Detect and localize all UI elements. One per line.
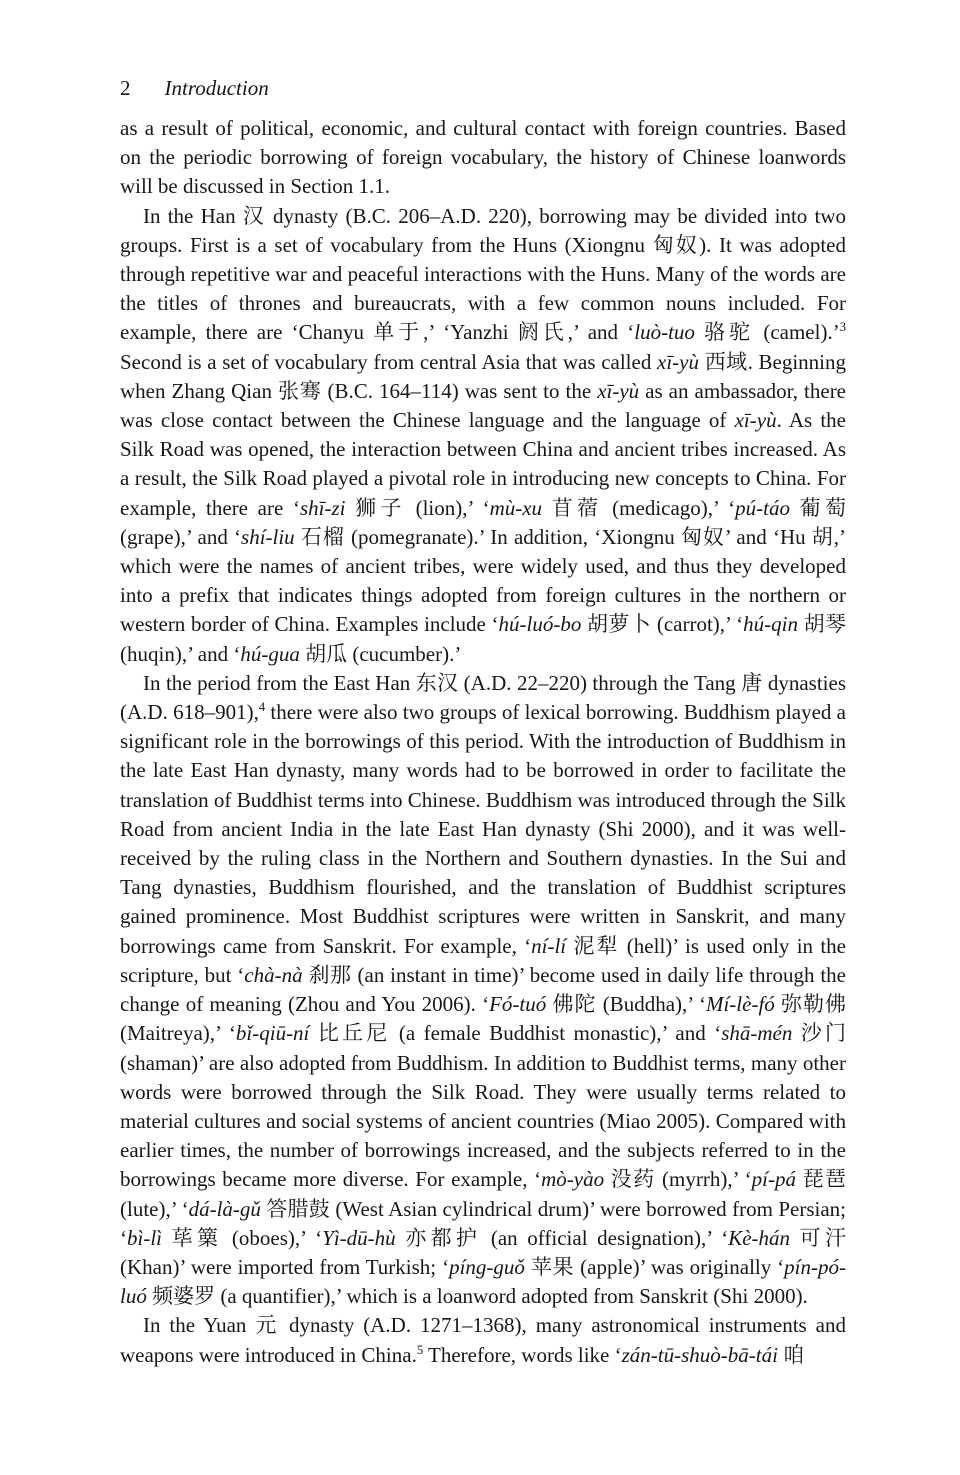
pinyin-term: shí-liu [241,524,295,549]
text-run: In the Han 汉 dynasty (B.C. 206–A.D. 220), borrowing may be divided into two groups. First is a set of vocabulary from the Huns (Xiongnu 匈奴). It was adopted through repetitive war and peaceful interactions with the Huns. Many of the words are the titles of thrones and bureaucrats, with a few common nouns included. For example, there are ‘Chanyu 单于,’ ‘Yanzhi 阏氏,’ and ‘ [120,203,846,345]
paragraph [120,114,846,202]
pinyin-term: luò-tuo [634,320,695,345]
text-run: 胡瓜 (cucumber).’ [299,641,462,666]
text-run: . As the Silk Road was opened, the interaction between China and ancient tribes increased. As a result, the Silk Road played a pivotal role in introducing new concepts to China. For example, there are ‘ [120,408,846,520]
chapter-title: Introduction [164,76,269,100]
text-run: 比丘尼 (a female Buddhist monastic),’ and ‘ [309,1021,722,1046]
text-run: Second is a set of vocabulary from central Asia that was called [120,349,658,374]
pinyin-term: dá-là-gǔ [188,1196,261,1221]
text-run: 葡萄 (grape),’ and ‘ [120,495,847,549]
pinyin-term: hú-gua [240,641,300,666]
pinyin-term: Yì-dū-hù [322,1225,396,1250]
text-run: 苹果 (apple)’ was originally ‘ [524,1254,785,1279]
pinyin-term: hú-qin [743,612,798,637]
pinyin-term: Fó-tuó [489,992,547,1017]
text-run: 泥犁 (hell)’ is used only in the scripture, but ‘ [120,933,846,987]
text-run: Therefore, words like ‘ [423,1342,622,1367]
pinyin-term: pín-pó-luó [120,1254,846,1309]
text-run: 可汗 (Khan)’ were imported from Turkish; ‘ [120,1225,846,1279]
paragraph [120,1311,846,1369]
text-run: 刹那 (an instant in time)’ become used in daily life through the change of meaning (Zhou and You 2006). ‘ [120,962,847,1017]
pinyin-term: zán-tū-shuò-bā-tái [621,1342,778,1367]
text-run: 胡萝卜 (carrot),’ ‘ [581,612,744,637]
text-run: 沙门 (shaman)’ are also adopted from Buddhism. In addition to Buddhist terms, many other words were borrowed through the Silk Road. They were usually terms related to material cultures and social systems of ancient countries (Miao 2005). Compared with earlier times, the number of borrowings increased, and the subjects referred to in the borrowings became more diverse. For example, ‘ [120,1021,846,1192]
pinyin-term: pí-pá [751,1167,796,1192]
paragraph [120,202,846,669]
pinyin-term: xī-yù [597,378,640,403]
text-run: 答腊鼓 (West Asian cylindrical drum)’ were borrowed from Persian; ‘ [120,1196,846,1250]
pinyin-term: xī-yù [657,349,700,374]
pinyin-term: mò-yào [541,1167,605,1192]
page-header [120,76,845,100]
text-run: In the Yuan 元 dynasty (A.D. 1271–1368), many astronomical instruments and weapons were introduced in China. [120,1313,846,1367]
pinyin-term: mù-xu [489,495,543,520]
text-run: as a result of political, economic, and cultural contact with foreign countries. Based on the periodic borrowing of foreign vocabulary, the history of Chinese loanwords will be discussed in Section 1.1. [120,116,846,199]
text-run: 胡琴 (huqin),’ and ‘ [120,612,846,666]
pinyin-term: xī-yù [734,408,777,433]
text-run: 佛陀 (Buddha),’ ‘ [546,992,706,1017]
footnote-ref: 4 [258,700,266,715]
text-run: 骆驼 (camel).’ [694,320,840,345]
pinyin-term: Kè-hán [728,1225,791,1250]
text-run: 没药 (myrrh),’ ‘ [604,1167,752,1192]
text-run: 亦都护 (an official designation),’ ‘ [395,1225,729,1250]
text-run: 狮子 (lion),’ ‘ [345,495,490,520]
body-text [120,114,846,1370]
text-run: In the period from the East Han 东汉 (A.D. 22–220) through the Tang 唐 dynasties (A.D. 618–901), [120,670,846,725]
text-run: 弥勒佛 (Maitreya),’ ‘ [120,992,846,1046]
pinyin-term: Mí-lè-fó [705,992,775,1017]
footnote-ref: 5 [416,1342,424,1357]
page-number: 2 [120,76,131,100]
text-run: 琵琶 (lute),’ ‘ [120,1167,846,1221]
pinyin-term: shī-zi [299,495,346,520]
text-run: 石榴 (pomegranate).’ In addition, ‘Xiongnu 匈奴’ and ‘Hu 胡,’ which were the names of ancient tribes, were widely used, and thus they developed into a prefix that indicates things adopted from foreign cultures in the northern or western border of China. Examples include ‘ [120,524,846,637]
text-run: 苜蓿 (medicago),’ ‘ [542,495,736,520]
pinyin-term: hú-luó-bo [498,612,582,637]
text-run: there were also two groups of lexical borrowing. Buddhism played a significant role in the borrowings of this period. With the introduction of Buddhism in the late East Han dynasty, many words had to be borrowed in order to facilitate the translation of Buddhist terms into Chinese. Buddhism was introduced through the Silk Road from ancient India in the late East Han dynasty (Shi 2000), and it was well-received by the ruling class in the Northern and Southern dynasties. In the Sui and Tang dynasties, Buddhism flourished, and the translation of Buddhist scriptures gained prominence. Most Buddhist scriptures were written in Sanskrit, and many borrowings came from Sanskrit. For example, ‘ [120,700,846,958]
pinyin-term: píng-guǒ [449,1254,525,1279]
text-run: as an ambassador, there was close contact between the Chinese language and the language of [120,378,847,433]
text-run: 西域. Beginning when Zhang Qian 张骞 (B.C. 164–114) was sent to the [120,349,846,403]
pinyin-term: pú-táo [735,495,790,520]
pinyin-term: ní-lí [531,933,567,958]
text-run: 咱 [777,1342,805,1367]
footnote-ref: 3 [839,320,846,335]
pinyin-term: bì-lì [127,1225,162,1250]
pinyin-term: chà-nà [244,962,303,987]
pinyin-term: shā-mén [721,1021,793,1046]
paragraph [120,669,846,1311]
text-run: 频婆罗 (a quantifier),’ which is a loanword adopted from Sanskrit (Shi 2000). [146,1284,808,1309]
text-run: 荜篥 (oboes),’ ‘ [162,1225,323,1250]
pinyin-term: bǐ-qiū-ní [235,1021,310,1046]
